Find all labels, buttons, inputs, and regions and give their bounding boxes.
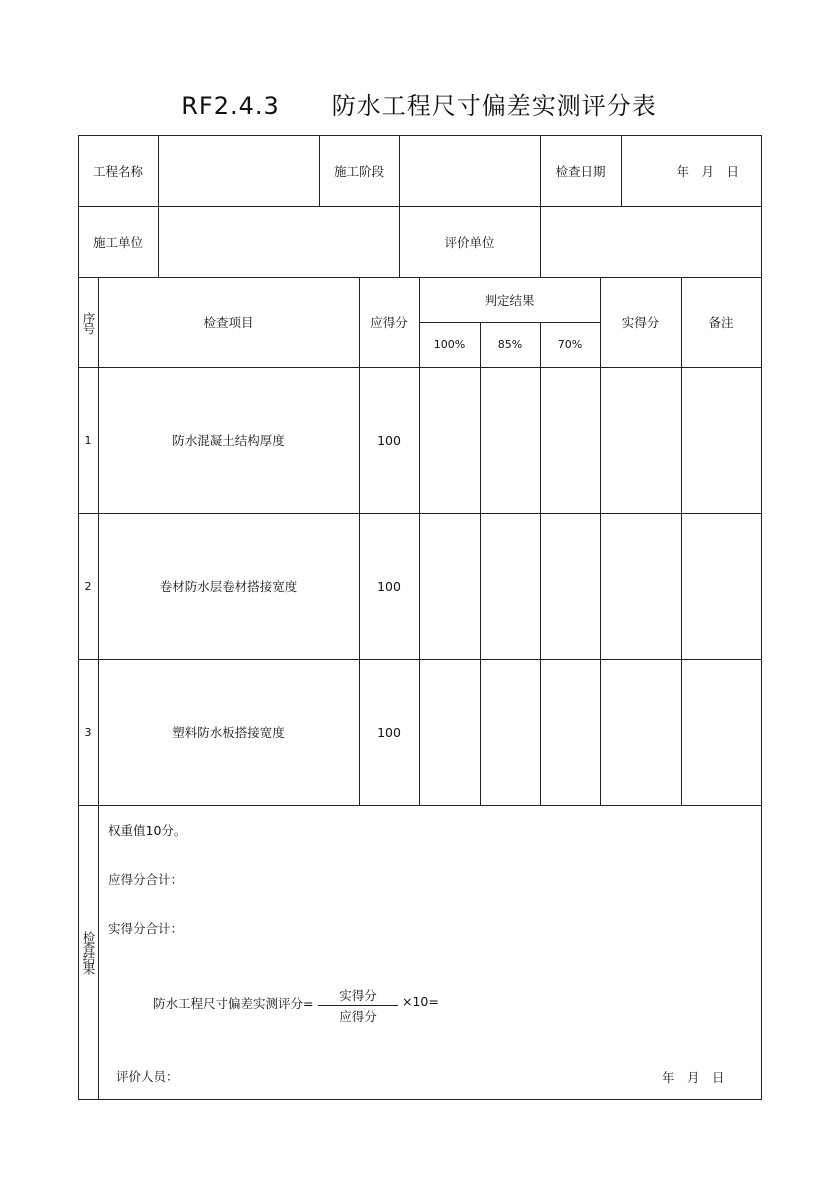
row-actual-cell[interactable] [600,513,682,660]
row-100-cell[interactable] [419,367,481,514]
row-remark-cell[interactable] [681,513,762,660]
numerator: 实得分 [339,988,377,1003]
stage-label: 施工阶段 [319,135,400,207]
row-actual-cell[interactable] [600,367,682,514]
evaluator-unit-field[interactable] [540,206,762,278]
formula-fraction [318,986,398,1025]
formula-suffix: ×10= [402,994,439,1009]
row-item: 塑料防水板搭接宽度 [98,659,360,806]
row-item: 卷材防水层卷材搭接宽度 [98,513,360,660]
row-85-cell[interactable] [480,367,541,514]
date-label: 检查日期 [540,135,622,207]
date-field[interactable]: 年 月 日 [621,135,762,207]
row-should-score: 100 [359,659,420,806]
form-name: 防水工程尺寸偏差实测评分表 [331,92,657,120]
row-seq: 2 [78,513,99,660]
row-70-cell[interactable] [540,513,601,660]
form-code: RF2.4.3 [181,92,280,120]
weight-text: 权重值10分。 [108,823,187,838]
row-remark-cell[interactable] [681,659,762,806]
col-should-score: 应得分 [359,277,420,368]
row-100-cell[interactable] [419,659,481,806]
row-should-score: 100 [359,367,420,514]
row-seq: 3 [78,659,99,806]
col-100: 100% [419,322,481,368]
actual-total-label: 实得分合计： [108,921,184,936]
row-remark-cell[interactable] [681,367,762,514]
col-remark: 备注 [681,277,762,368]
evaluator-label: 评价人员： [116,1069,179,1084]
row-85-cell[interactable] [480,659,541,806]
project-name-field[interactable] [158,135,320,207]
row-should-score: 100 [359,513,420,660]
col-85: 85% [480,322,541,368]
col-item: 检查项目 [98,277,360,368]
row-100-cell[interactable] [419,513,481,660]
contractor-field[interactable] [158,206,400,278]
evaluator-unit-label: 评价单位 [399,206,541,278]
col-seq: 序号 [78,277,99,368]
row-actual-cell[interactable] [600,659,682,806]
evaluation-date: 年 月 日 [662,1070,725,1085]
should-total-label: 应得分合计： [108,872,184,887]
page-title [0,86,838,121]
row-item: 防水混凝土结构厚度 [98,367,360,514]
row-70-cell[interactable] [540,659,601,806]
col-70: 70% [540,322,601,368]
col-actual: 实得分 [600,277,682,368]
row-70-cell[interactable] [540,367,601,514]
formula-prefix: 防水工程尺寸偏差实测评分= [153,996,314,1011]
denominator: 应得分 [339,1009,377,1024]
col-judgement: 判定结果 [419,277,601,323]
project-name-label: 工程名称 [78,135,159,207]
row-seq: 1 [78,367,99,514]
row-85-cell[interactable] [480,513,541,660]
contractor-label: 施工单位 [78,206,159,278]
stage-field[interactable] [399,135,541,207]
result-label: 检查结果 [78,805,99,1100]
